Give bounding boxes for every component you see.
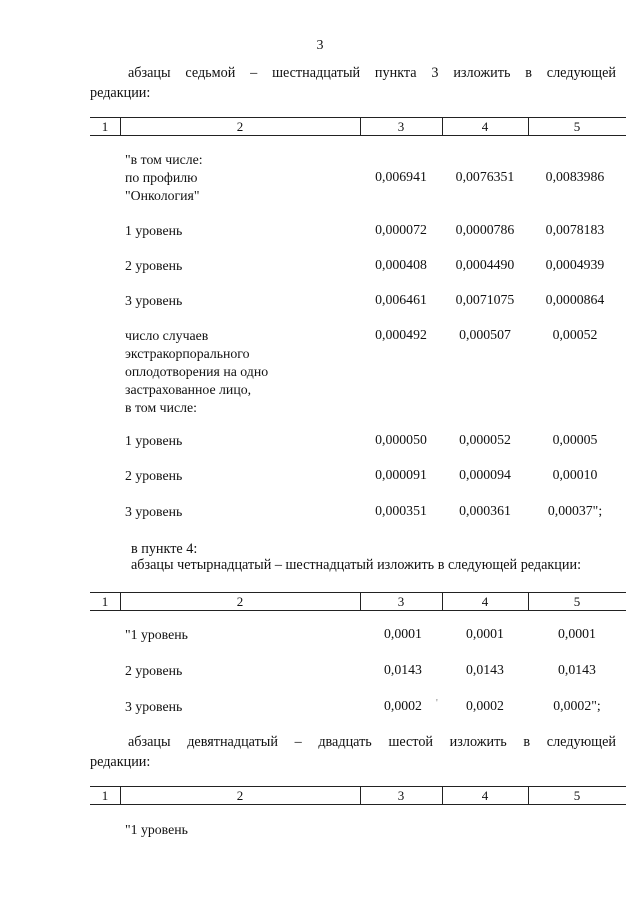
header-col-4: 4 bbox=[481, 788, 489, 803]
header-col-3: 3 bbox=[397, 594, 405, 609]
table-cell-col-5: 0,00005 bbox=[552, 432, 598, 447]
word: девятнадцатый bbox=[187, 734, 278, 750]
page-number: 3 bbox=[316, 38, 324, 53]
scan-artifact: ' bbox=[436, 698, 438, 709]
word: изложить bbox=[449, 734, 507, 750]
table-cell-col-5: 0,0143 bbox=[558, 662, 596, 677]
table-cell-col-3: 0,000091 bbox=[375, 467, 427, 482]
table-cell-col-3: 0,000050 bbox=[375, 432, 427, 447]
header-col-1: 1 bbox=[101, 788, 109, 803]
table-3-header bbox=[90, 786, 626, 805]
table-cell-col-4: 0,000052 bbox=[459, 432, 511, 447]
table-cell-col-5: 0,0004939 bbox=[545, 257, 605, 272]
word: седьмой bbox=[185, 65, 236, 81]
header-col-5: 5 bbox=[573, 788, 581, 803]
header-col-3: 3 bbox=[397, 788, 405, 803]
table-cell-col-4: 0,000094 bbox=[459, 467, 511, 482]
table-row-label: 1 уровень bbox=[125, 433, 183, 448]
table-cell-col-3: 0,006941 bbox=[375, 169, 427, 184]
table-1-header bbox=[90, 117, 626, 136]
header-col-5: 5 bbox=[573, 119, 581, 134]
table-cell-col-5: 0,0000864 bbox=[545, 292, 605, 307]
table-cell-col-3: 0,006461 bbox=[375, 292, 427, 307]
paragraph-3 bbox=[90, 732, 616, 772]
table-cell-col-5: 0,00010 bbox=[552, 467, 598, 482]
table-2-header bbox=[90, 592, 626, 611]
header-col-2: 2 bbox=[236, 594, 244, 609]
table-cell-col-4: 0,0143 bbox=[466, 662, 504, 677]
paragraph-1-line-2: редакции: bbox=[90, 85, 151, 101]
table-row-label: 1 уровень bbox=[125, 223, 183, 238]
table-cell-col-5: 0,00037"; bbox=[547, 503, 603, 518]
word: пункта bbox=[374, 65, 417, 81]
word: изложить bbox=[453, 65, 511, 81]
table-cell-col-3: 0,000351 bbox=[375, 503, 427, 518]
table-cell-col-3: 0,000072 bbox=[375, 222, 427, 237]
table-cell-col-5: 0,0002"; bbox=[553, 698, 601, 713]
table-row-label: 2 уровень bbox=[125, 258, 183, 273]
table-row-label: 2 уровень bbox=[125, 663, 183, 678]
table-row-label: "1 уровень bbox=[125, 822, 188, 837]
table-row-label: число случаев экстракорпорального оплодотворения на одно застрахованное лицо, в том числе: bbox=[125, 328, 269, 415]
paragraph-2-line-1: в пункте 4: bbox=[131, 541, 198, 557]
paragraph-3-line-2: редакции: bbox=[90, 754, 151, 770]
header-col-3: 3 bbox=[397, 119, 405, 134]
word: – bbox=[250, 65, 258, 81]
word: двадцать bbox=[318, 734, 372, 750]
header-col-1: 1 bbox=[101, 594, 109, 609]
table-cell-col-4: 0,0000786 bbox=[455, 222, 515, 237]
table-cell-col-5: 0,00052 bbox=[552, 327, 598, 342]
table-cell-col-3: 0,0143 bbox=[384, 662, 422, 677]
header-col-5: 5 bbox=[573, 594, 581, 609]
table-cell-col-3: 0,000408 bbox=[375, 257, 427, 272]
word: следующей bbox=[546, 65, 616, 81]
table-cell-col-3: 0,0002 bbox=[384, 698, 422, 713]
word: в bbox=[525, 65, 532, 81]
word: в bbox=[523, 734, 531, 750]
word: абзацы bbox=[128, 65, 171, 81]
table-row-label: 3 уровень bbox=[125, 699, 183, 714]
word: – bbox=[294, 734, 302, 750]
table-cell-col-4: 0,0001 bbox=[466, 626, 504, 641]
table-cell-col-5: 0,0083986 bbox=[545, 169, 605, 184]
table-cell-col-3: 0,000492 bbox=[375, 327, 427, 342]
word: следующей bbox=[546, 734, 616, 750]
header-col-1: 1 bbox=[101, 119, 109, 134]
header-col-4: 4 bbox=[481, 119, 489, 134]
table-row-label: 3 уровень bbox=[125, 293, 183, 308]
table-row-label: "1 уровень bbox=[125, 627, 188, 642]
word: 3 bbox=[431, 65, 439, 81]
table-cell-col-5: 0,0078183 bbox=[545, 222, 605, 237]
word: абзацы bbox=[128, 734, 171, 750]
table-row-label: 2 уровень bbox=[125, 468, 183, 483]
table-cell-col-5: 0,0001 bbox=[558, 626, 596, 641]
word: шестнадцатый bbox=[272, 65, 361, 81]
paragraph-1 bbox=[90, 63, 616, 103]
header-col-2: 2 bbox=[236, 119, 244, 134]
table-cell-col-4: 0,0071075 bbox=[455, 292, 515, 307]
table-cell-col-4: 0,0004490 bbox=[455, 257, 515, 272]
table-cell-col-4: 0,0076351 bbox=[455, 169, 515, 184]
word: шестой bbox=[388, 734, 434, 750]
table-cell-col-3: 0,0001 bbox=[384, 626, 422, 641]
paragraph-3-line-1 bbox=[90, 732, 616, 752]
table-cell-col-4: 0,000507 bbox=[459, 327, 511, 342]
header-col-4: 4 bbox=[481, 594, 489, 609]
table-cell-col-4: 0,000361 bbox=[459, 503, 511, 518]
paragraph-1-line-1 bbox=[90, 63, 616, 83]
table-cell-col-4: 0,0002 bbox=[466, 698, 504, 713]
table-row-label: 3 уровень bbox=[125, 504, 183, 519]
table-row-label: "в том числе: по профилю "Онкология" bbox=[125, 152, 203, 203]
paragraph-2-line-2: абзацы четырнадцатый – шестнадцатый изложить в следующей редакции: bbox=[131, 557, 582, 573]
header-col-2: 2 bbox=[236, 788, 244, 803]
